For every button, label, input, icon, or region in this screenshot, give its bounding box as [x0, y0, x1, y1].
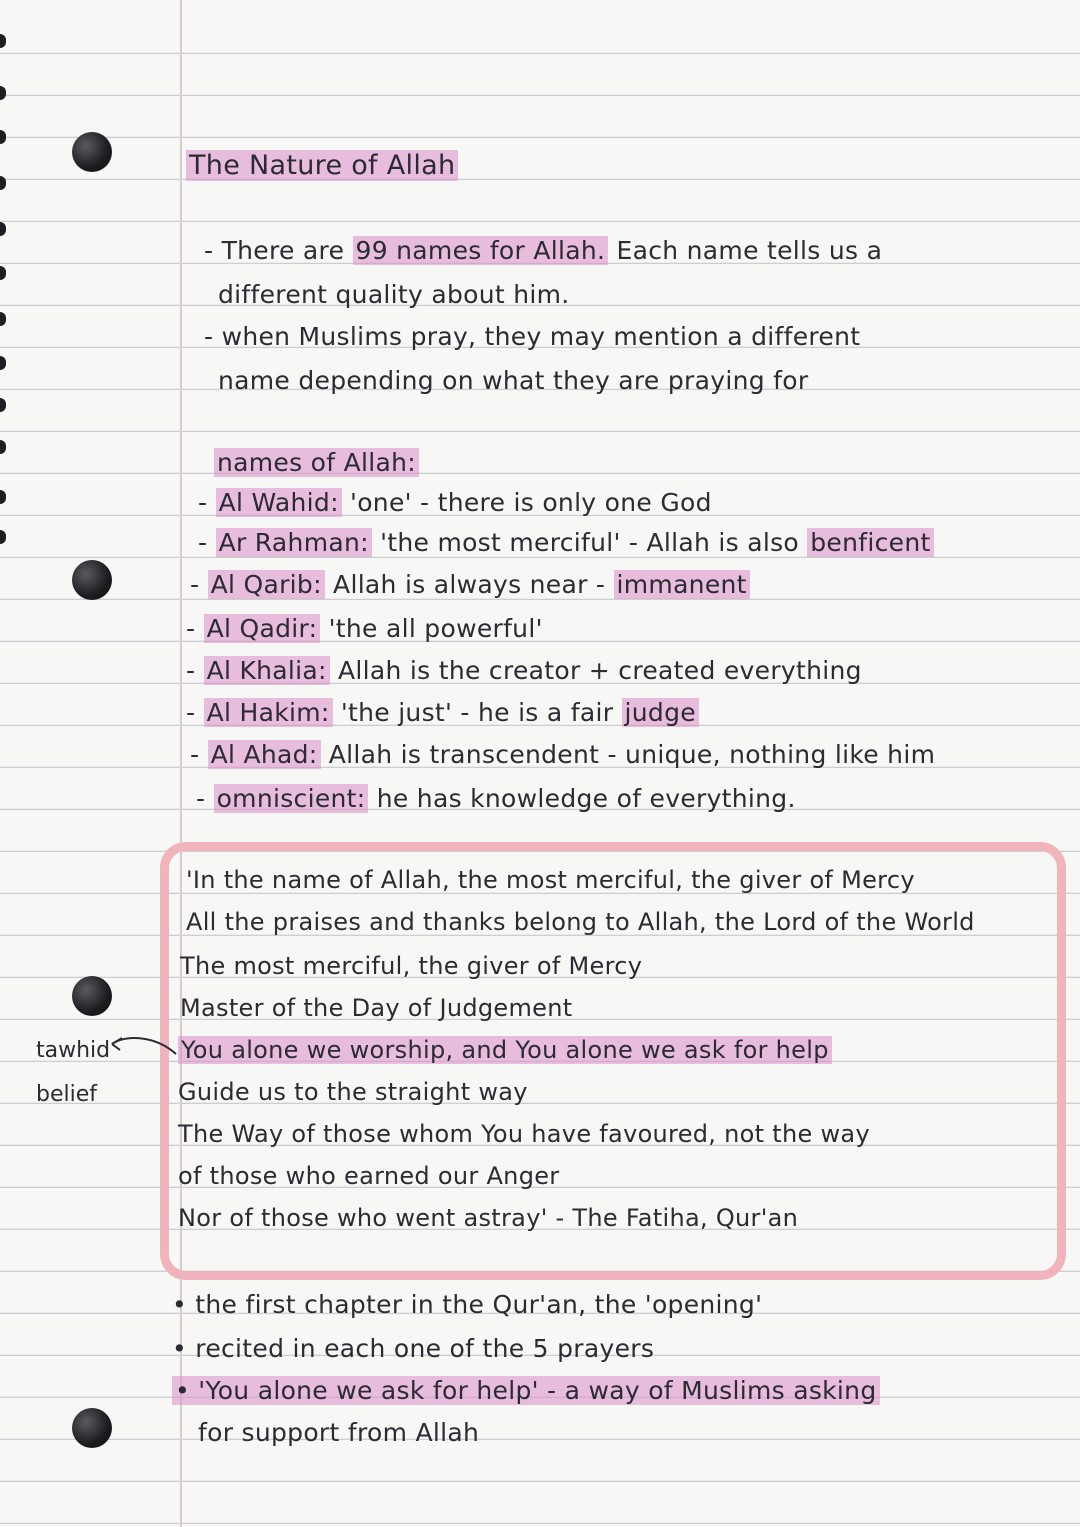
name-item: - Al Khalia: Allah is the creator + created everything: [186, 656, 862, 685]
bullet-highlight: • 'You alone we ask for help' - a way of Muslims asking: [172, 1376, 880, 1405]
intro-text: - when Muslims pray, they may mention a different: [204, 322, 861, 351]
binder-mark: [0, 176, 6, 190]
quote-line: Master of the Day of Judgement: [180, 994, 573, 1022]
quote-line: All the praises and thanks belong to Allah, the Lord of the World: [186, 908, 975, 936]
name-item: - omniscient: he has knowledge of everything.: [196, 784, 796, 813]
intro-text: name depending on what they are praying for: [218, 366, 809, 395]
name-item: - Ar Rahman: 'the most merciful' - Allah is also benficent: [198, 528, 934, 557]
intro-highlight: 99 names for Allah.: [353, 236, 609, 265]
binder-mark: [0, 312, 6, 326]
name-desc: 'the all powerful': [320, 614, 543, 643]
binder-mark: [0, 398, 6, 412]
bullet-item: • recited in each one of the 5 prayers: [172, 1334, 655, 1363]
name-desc: 'the just' - he is a fair: [332, 698, 622, 727]
quote-line: 'In the name of Allah, the most merciful, the giver of Mercy: [186, 866, 915, 894]
name-term: Al Qadir:: [204, 614, 321, 643]
name-item: - Al Ahad: Allah is transcendent - unique, nothing like him: [190, 740, 936, 769]
names-heading-text: names of Allah:: [214, 448, 419, 477]
name-term: Al Khalia:: [204, 656, 330, 685]
names-heading: [214, 448, 419, 477]
title-highlight: The Nature of Allah: [186, 150, 458, 181]
intro-text: different quality about him.: [218, 280, 570, 309]
name-desc: 'the most merciful' - Allah is also: [371, 528, 808, 557]
name-keyword: immanent: [614, 570, 750, 599]
quote-line: of those who earned our Anger: [178, 1162, 560, 1190]
name-desc: Allah is the creator + created everything: [329, 656, 862, 685]
name-desc: 'one' - there is only one God: [341, 488, 712, 517]
name-term: Al Hakim:: [204, 698, 333, 727]
name-item: - Al Qadir: 'the all powerful': [186, 614, 543, 643]
name-item: - Al Wahid: 'one' - there is only one God: [198, 488, 712, 517]
binder-mark: [0, 34, 6, 48]
name-term: Al Wahid:: [216, 488, 342, 517]
name-term: Al Ahad:: [208, 740, 321, 769]
bullet-item: • the first chapter in the Qur'an, the 'opening': [172, 1290, 763, 1319]
name-keyword: judge: [622, 698, 699, 727]
name-item: - Al Qarib: Allah is always near - immanent: [190, 570, 750, 599]
page-title: [186, 150, 458, 181]
name-desc: Allah is always near -: [324, 570, 614, 599]
name-term: Al Qarib:: [208, 570, 325, 599]
intro-line: [204, 322, 860, 351]
name-desc: he has knowledge of everything.: [368, 784, 796, 813]
binder-mark: [0, 490, 6, 504]
intro-line: [218, 280, 570, 309]
side-note-belief: belief: [36, 1082, 98, 1107]
quote-line: The most merciful, the giver of Mercy: [180, 952, 643, 980]
bullet-item: [172, 1376, 880, 1405]
quote-line: [178, 1036, 832, 1064]
quote-highlight: You alone we worship, and You alone we ask for help: [178, 1036, 832, 1064]
binder-mark: [0, 440, 6, 454]
quote-line: Nor of those who went astray' - The Fatiha, Qur'an: [178, 1204, 799, 1232]
intro-text: - There are: [204, 236, 353, 265]
binder-mark: [0, 266, 6, 280]
quote-line: Guide us to the straight way: [178, 1078, 528, 1106]
name-desc: Allah is transcendent - unique, nothing like him: [320, 740, 936, 769]
binder-mark: [0, 356, 6, 370]
name-term: omniscient:: [214, 784, 369, 813]
punch-hole: [72, 976, 112, 1016]
binder-mark: [0, 222, 6, 236]
side-note-tawhid: tawhid: [36, 1038, 111, 1063]
binder-mark: [0, 86, 6, 100]
name-keyword: benficent: [807, 528, 933, 557]
intro-line: [204, 236, 882, 265]
punch-hole: [72, 132, 112, 172]
name-term: Ar Rahman:: [216, 528, 372, 557]
punch-hole: [72, 560, 112, 600]
binder-mark: [0, 130, 6, 144]
name-item: - Al Hakim: 'the just' - he is a fair judge: [186, 698, 699, 727]
bullet-item: for support from Allah: [198, 1418, 480, 1447]
quote-line: The Way of those whom You have favoured, not the way: [178, 1120, 870, 1148]
intro-line: [218, 366, 808, 395]
intro-text: Each name tells us a: [608, 236, 883, 265]
punch-hole: [72, 1408, 112, 1448]
binder-mark: [0, 530, 6, 544]
curved-arrow-icon: [106, 1032, 178, 1062]
